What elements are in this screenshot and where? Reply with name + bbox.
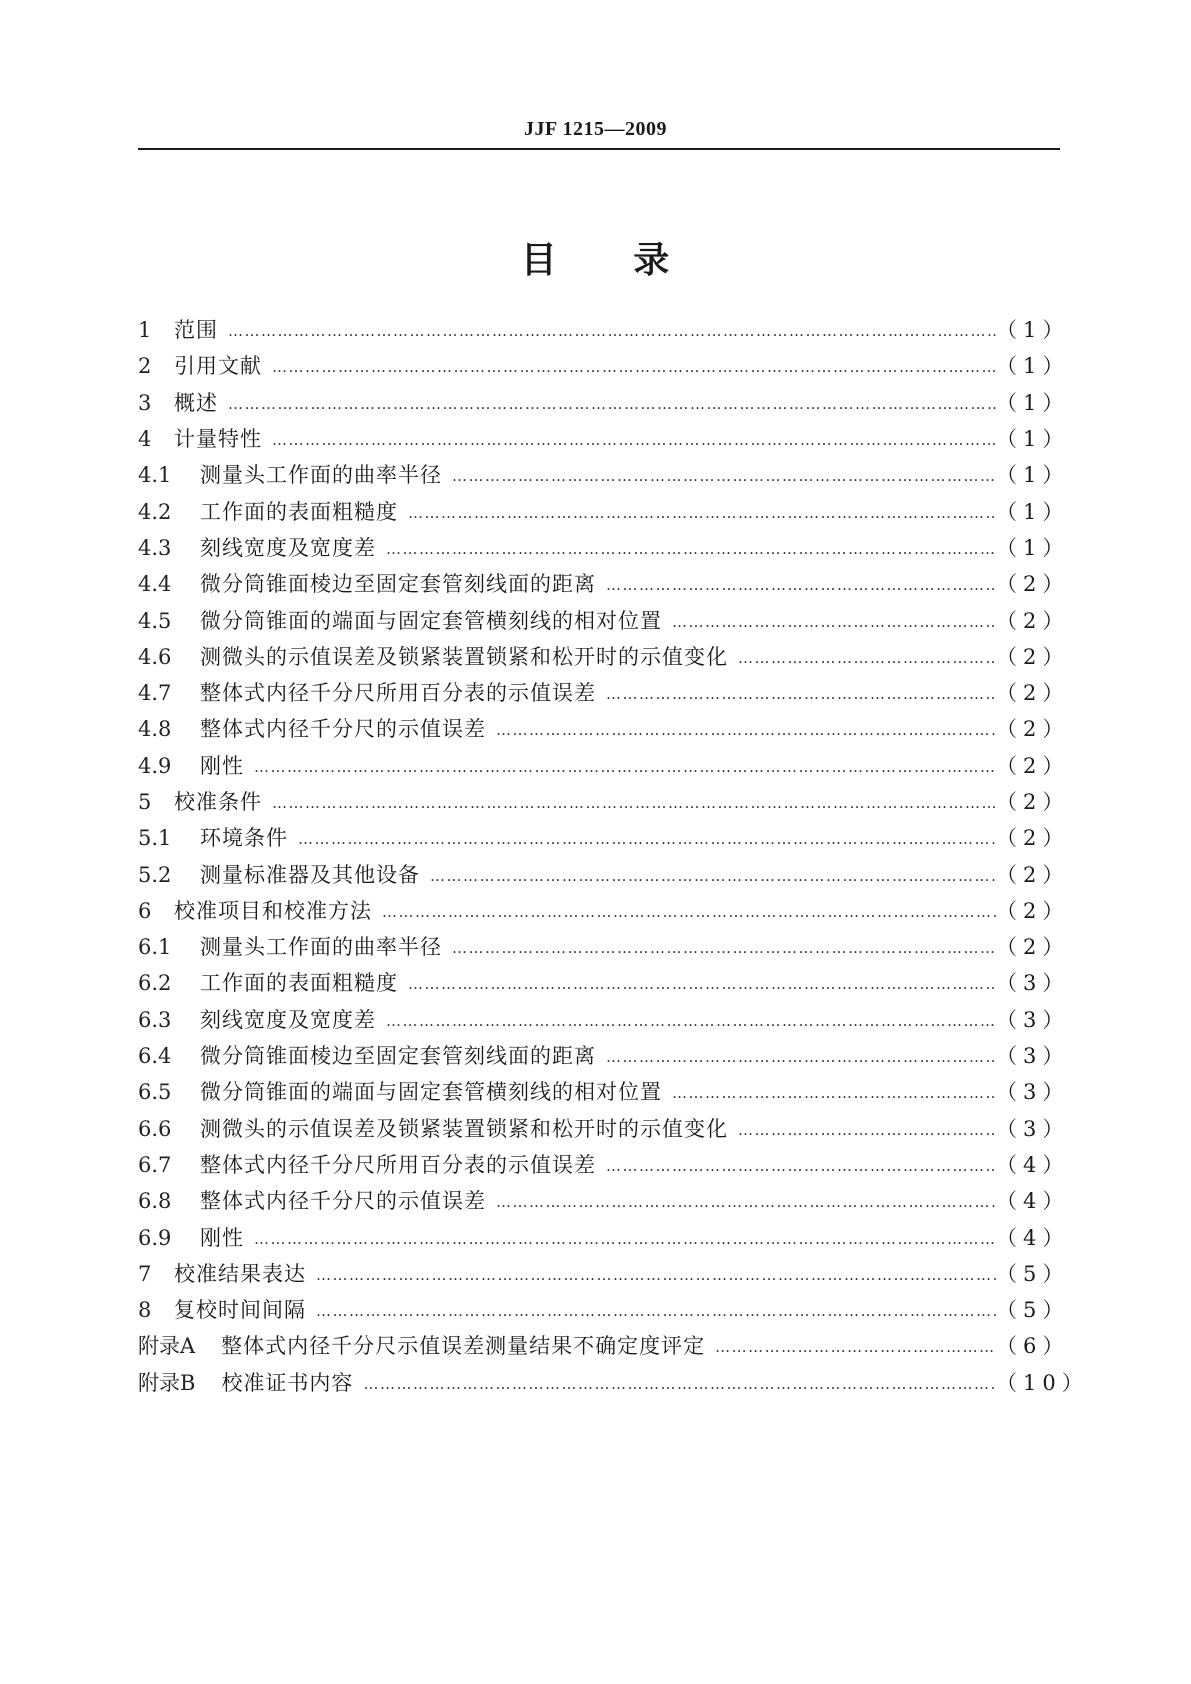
- toc-entry-page: （4）: [996, 1189, 1070, 1214]
- toc-entry[interactable]: [138, 856, 1070, 892]
- toc-dot-leader: [298, 820, 996, 856]
- toc-entry-number: 6: [138, 898, 152, 923]
- toc-dot-leader: [228, 385, 996, 421]
- toc-entry-number: 4.6: [138, 644, 172, 669]
- toc-dot-leader: [382, 893, 996, 929]
- toc-entry-page: （1）: [996, 463, 1070, 488]
- toc-entry[interactable]: [138, 348, 1070, 384]
- toc-entry-page: （5）: [996, 1298, 1070, 1323]
- toc-entry-label: 概述: [174, 390, 218, 415]
- toc-entry-label: 复校时间间隔: [174, 1298, 306, 1323]
- toc-entry-page: （10）: [996, 1370, 1089, 1395]
- toc-entry-page: （6）: [996, 1334, 1070, 1359]
- header-divider: [138, 148, 1060, 150]
- toc-entry-label: 整体式内径千分尺所用百分表的示值误差: [200, 1152, 596, 1177]
- toc-entry-label: 引用文献: [174, 354, 262, 379]
- toc-dot-leader: [272, 421, 996, 457]
- toc-entry-label: 测量头工作面的曲率半径: [200, 463, 442, 488]
- toc-entry[interactable]: [138, 639, 1070, 675]
- toc-dot-leader: [606, 566, 996, 602]
- toc-entry[interactable]: [138, 312, 1070, 348]
- toc-entry-page: （2）: [996, 572, 1070, 597]
- toc-entry[interactable]: [138, 385, 1070, 421]
- toc-entry-page: （2）: [996, 790, 1070, 814]
- toc-dot-leader: [408, 965, 996, 1001]
- toc-entry[interactable]: [138, 530, 1070, 566]
- toc-dot-leader: [254, 1220, 996, 1256]
- toc-entry-page: （2）: [996, 608, 1070, 633]
- toc-entry-page: （2）: [996, 898, 1070, 923]
- page-title: 目 录: [520, 240, 671, 281]
- toc-entry[interactable]: [138, 421, 1070, 457]
- toc-dot-leader: [316, 1292, 996, 1328]
- toc-entry[interactable]: [138, 1328, 1070, 1364]
- toc-dot-leader: [272, 348, 996, 384]
- toc-entry-number: 6.9: [138, 1225, 172, 1250]
- toc-dot-leader: [606, 1038, 996, 1074]
- toc-entry-number: 6.5: [138, 1080, 172, 1105]
- toc-entry-label: 微分筒锥面的端面与固定套管横刻线的相对位置: [200, 608, 662, 633]
- toc-entry-page: （4）: [996, 1225, 1070, 1250]
- toc-entry-label: 微分筒锥面棱边至固定套管刻线面的距离: [200, 1044, 596, 1069]
- toc-entry-number: 6.6: [138, 1116, 172, 1141]
- toc-entry[interactable]: [138, 493, 1070, 529]
- table-of-contents: [138, 312, 1089, 1401]
- toc-entry[interactable]: [138, 1292, 1070, 1328]
- toc-entry-page: （5）: [996, 1261, 1070, 1286]
- toc-entry-label: 校准证书内容: [221, 1370, 354, 1395]
- toc-entry[interactable]: [138, 1256, 1070, 1292]
- toc-entry-label: 工作面的表面粗糙度: [200, 971, 398, 996]
- toc-entry-label: 整体式内径千分尺的示值误差: [200, 1189, 486, 1214]
- toc-entry-label: 微分筒锥面棱边至固定套管刻线面的距离: [200, 572, 596, 597]
- toc-entry-number: 8: [138, 1298, 152, 1323]
- toc-entry-number: 7: [138, 1261, 152, 1286]
- toc-entry-label: 校准项目和校准方法: [174, 898, 372, 923]
- toc-entry-number: 4.3: [138, 535, 172, 560]
- toc-entry[interactable]: [138, 893, 1070, 929]
- toc-entry-number: 3: [138, 390, 152, 415]
- toc-dot-leader: [496, 1183, 996, 1219]
- toc-entry-page: （2）: [996, 862, 1070, 887]
- toc-entry-number: 4.2: [138, 499, 172, 524]
- toc-entry-page: （3）: [996, 1007, 1070, 1032]
- toc-dot-leader: [738, 639, 996, 675]
- toc-entry-number: 4.9: [138, 753, 172, 778]
- toc-dot-leader: [386, 530, 996, 566]
- toc-entry[interactable]: [138, 965, 1070, 1001]
- toc-entry-number: 4.7: [138, 681, 172, 706]
- toc-entry[interactable]: [138, 1365, 1089, 1401]
- toc-dot-leader: [316, 1256, 996, 1292]
- toc-entry-number: 4.4: [138, 572, 172, 597]
- toc-entry-number: 6.3: [138, 1007, 172, 1032]
- toc-entry-page: （1）: [996, 499, 1070, 524]
- toc-entry-page: （2）: [996, 826, 1070, 851]
- toc-entry-number: 6.2: [138, 971, 172, 996]
- toc-entry-label: 刚性: [200, 753, 244, 778]
- toc-entry-label: 测量标准器及其他设备: [200, 862, 420, 887]
- toc-dot-leader: [386, 1002, 996, 1038]
- toc-entry-number: 5: [138, 790, 152, 814]
- toc-entry-number: 4.5: [138, 608, 172, 633]
- toc-entry-page: （1）: [996, 427, 1070, 452]
- document-code: JJF 1215—2009: [524, 118, 667, 140]
- toc-entry-label: 测微头的示值误差及锁紧装置锁紧和松开时的示值变化: [200, 644, 728, 669]
- toc-entry-label: 环境条件: [200, 826, 288, 851]
- toc-entry-label: 测量头工作面的曲率半径: [200, 935, 442, 960]
- toc-entry-page: （3）: [996, 971, 1070, 996]
- toc-entry-page: （2）: [996, 753, 1070, 778]
- toc-entry[interactable]: [138, 784, 1070, 820]
- toc-entry-number: 附录B: [138, 1370, 196, 1395]
- toc-entry[interactable]: [138, 929, 1070, 965]
- toc-entry-number: 6.7: [138, 1152, 172, 1177]
- toc-dot-leader: [272, 784, 996, 820]
- toc-dot-leader: [606, 1147, 996, 1183]
- toc-entry-page: （2）: [996, 717, 1070, 742]
- toc-entry-number: 4.1: [138, 463, 172, 488]
- toc-dot-leader: [452, 457, 996, 493]
- toc-entry[interactable]: [138, 820, 1070, 856]
- toc-entry[interactable]: [138, 1111, 1070, 1147]
- toc-entry-number: 1: [138, 318, 152, 343]
- toc-dot-leader: [715, 1328, 996, 1364]
- toc-entry-page: （1）: [996, 390, 1070, 415]
- toc-entry[interactable]: [138, 566, 1070, 602]
- toc-entry-page: （2）: [996, 935, 1070, 960]
- toc-entry-label: 整体式内径千分尺所用百分表的示值误差: [200, 681, 596, 706]
- toc-entry-page: （4）: [996, 1152, 1070, 1177]
- toc-dot-leader: [606, 675, 996, 711]
- toc-entry-number: 4.8: [138, 717, 172, 742]
- toc-entry[interactable]: [138, 711, 1070, 747]
- toc-entry-page: （2）: [996, 644, 1070, 669]
- toc-dot-leader: [672, 1074, 996, 1110]
- toc-entry-label: 整体式内径千分尺示值误差测量结果不确定度评定: [221, 1334, 706, 1359]
- toc-entry[interactable]: [138, 1002, 1070, 1038]
- toc-entry-number: 附录A: [138, 1334, 196, 1359]
- toc-dot-leader: [363, 1365, 996, 1401]
- toc-entry[interactable]: [138, 675, 1070, 711]
- toc-entry-page: （3）: [996, 1044, 1070, 1069]
- toc-entry[interactable]: [138, 602, 1070, 638]
- toc-entry[interactable]: [138, 748, 1070, 784]
- toc-entry-label: 测微头的示值误差及锁紧装置锁紧和松开时的示值变化: [200, 1116, 728, 1141]
- toc-entry-number: 2: [138, 354, 152, 379]
- toc-entry[interactable]: [138, 1219, 1070, 1255]
- toc-dot-leader: [228, 312, 996, 348]
- toc-dot-leader: [672, 603, 996, 639]
- toc-entry-label: 校准结果表达: [174, 1261, 306, 1286]
- toc-dot-leader: [452, 929, 996, 965]
- toc-entry-number: 6.8: [138, 1189, 172, 1214]
- toc-entry-page: （3）: [996, 1080, 1070, 1105]
- toc-entry[interactable]: [138, 1074, 1070, 1110]
- toc-entry-number: 5.1: [138, 826, 172, 851]
- toc-entry[interactable]: [138, 1038, 1070, 1074]
- toc-dot-leader: [254, 748, 996, 784]
- toc-entry[interactable]: [138, 1147, 1070, 1183]
- toc-entry-number: 5.2: [138, 862, 172, 887]
- toc-entry-page: （3）: [996, 1116, 1070, 1141]
- toc-entry-label: 刻线宽度及宽度差: [200, 1007, 376, 1032]
- toc-entry-label: 刚性: [200, 1225, 244, 1250]
- toc-entry-label: 计量特性: [174, 427, 262, 452]
- toc-entry-label: 工作面的表面粗糙度: [200, 499, 398, 524]
- toc-dot-leader: [496, 711, 996, 747]
- toc-entry[interactable]: [138, 457, 1070, 493]
- toc-dot-leader: [738, 1111, 996, 1147]
- toc-entry[interactable]: [138, 1183, 1070, 1219]
- toc-entry-page: （1）: [996, 354, 1070, 379]
- toc-entry-label: 微分筒锥面的端面与固定套管横刻线的相对位置: [200, 1080, 662, 1105]
- toc-entry-label: 校准条件: [174, 790, 262, 814]
- toc-entry-number: 6.4: [138, 1044, 172, 1069]
- toc-entry-number: 4: [138, 427, 152, 452]
- toc-entry-label: 范围: [174, 318, 218, 343]
- toc-entry-label: 刻线宽度及宽度差: [200, 535, 376, 560]
- toc-entry-label: 整体式内径千分尺的示值误差: [200, 717, 486, 742]
- toc-dot-leader: [430, 857, 996, 893]
- toc-entry-number: 6.1: [138, 935, 172, 960]
- toc-dot-leader: [408, 494, 996, 530]
- toc-entry-page: （1）: [996, 535, 1070, 560]
- toc-entry-page: （2）: [996, 681, 1070, 706]
- toc-entry-page: （1）: [996, 318, 1070, 343]
